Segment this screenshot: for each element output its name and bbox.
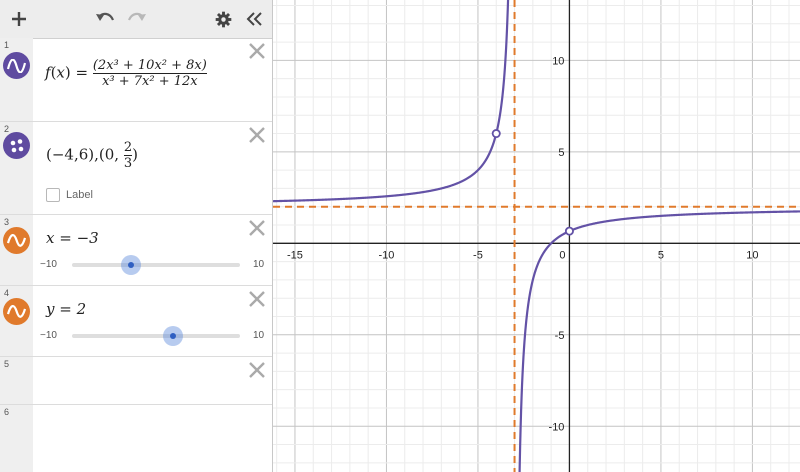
expression-gutter: [0, 215, 33, 285]
y-tick-label: -10: [548, 421, 565, 434]
point-b-fraction: [124, 140, 132, 171]
expression-row-3[interactable]: [0, 215, 272, 286]
wave-icon[interactable]: [3, 52, 30, 79]
slider-wave-icon[interactable]: [3, 227, 30, 254]
function-denominator: x³ + 7x² + 12x: [102, 74, 198, 89]
label-toggle[interactable]: [46, 188, 93, 202]
slider-max[interactable]: 10: [253, 259, 265, 270]
graph-canvas[interactable]: [273, 0, 800, 472]
point-b-prefix: (0,: [98, 145, 120, 164]
expression-number: 2: [4, 124, 10, 134]
expression-number: 1: [4, 40, 10, 50]
expression-gutter: [0, 122, 33, 214]
x-tick-label: -15: [287, 249, 303, 262]
point-b-fraction-numerator: 2: [123, 140, 133, 155]
expression-gutter: [0, 38, 33, 121]
hole-point: [566, 228, 573, 235]
gear-icon[interactable]: [212, 6, 234, 32]
slider-expression-y[interactable]: y = 2: [46, 300, 87, 318]
redo-icon[interactable]: [126, 6, 148, 32]
y-tick-label: 5: [558, 146, 565, 159]
expression-gutter: [0, 405, 33, 472]
slider-thumb-y[interactable]: [163, 326, 183, 346]
slider-expression-x[interactable]: x = −3: [46, 229, 99, 247]
y-tick-label: -5: [554, 329, 565, 342]
label-checkbox-text: Label: [66, 189, 93, 201]
slider-track-x[interactable]: [72, 263, 240, 267]
x-tick-label: -10: [378, 249, 395, 262]
expression-number: 6: [4, 407, 10, 417]
expression-row-4[interactable]: [0, 286, 272, 357]
delete-expression-3-button[interactable]: [248, 219, 266, 237]
slider-min[interactable]: −10: [40, 330, 57, 341]
x-tick-label: 5: [657, 249, 664, 262]
label-checkbox[interactable]: [46, 188, 60, 202]
slider-max[interactable]: 10: [253, 330, 265, 341]
function-name: f: [45, 63, 51, 82]
expression-row-6[interactable]: [0, 405, 272, 472]
expression-panel: [0, 0, 273, 472]
expression-row-2[interactable]: [0, 122, 272, 215]
hole-point: [493, 130, 500, 137]
slider-min[interactable]: −10: [40, 259, 57, 270]
plus-icon[interactable]: [8, 6, 30, 32]
delete-expression-4-button[interactable]: [248, 290, 266, 308]
point-a: (−4,6),: [46, 145, 99, 164]
point-b-fraction-denominator: 3: [123, 156, 133, 171]
y-tick-label: 10: [552, 55, 565, 68]
slider-thumb-x[interactable]: [121, 255, 141, 275]
expression-gutter: [0, 286, 33, 356]
double-chevron-left-icon[interactable]: [244, 6, 266, 32]
slider-wave-icon[interactable]: [3, 298, 30, 325]
delete-expression-1-button[interactable]: [248, 42, 266, 60]
toolbar: [0, 0, 272, 39]
delete-expression-2-button[interactable]: [248, 126, 266, 144]
x-tick-label: 0: [559, 249, 566, 262]
points-expression[interactable]: [46, 140, 138, 171]
function-numerator: (2x³ + 10x² + 8x): [92, 58, 207, 73]
x-tick-label: 10: [746, 249, 759, 262]
expression-number: 3: [4, 217, 10, 227]
expression-number: 4: [4, 288, 10, 298]
function-fraction: [93, 58, 207, 89]
expression-row-5[interactable]: [0, 357, 272, 405]
undo-icon[interactable]: [94, 6, 116, 32]
expression-gutter: [0, 357, 33, 404]
slider-track-y[interactable]: [72, 334, 240, 338]
function-argument: x: [56, 63, 65, 82]
expression-row-1[interactable]: [0, 38, 272, 122]
point-b-suffix: ): [132, 145, 138, 164]
expression-number: 5: [4, 359, 10, 369]
x-tick-label: -5: [473, 249, 483, 262]
points-icon[interactable]: [3, 132, 30, 159]
delete-expression-5-button[interactable]: [248, 361, 266, 379]
function-expression[interactable]: f(x) = $\frac{\text{(2x³ + 10x² + 8x)}}{\text{x³ + 7x² + 12x}}$: [45, 58, 207, 89]
